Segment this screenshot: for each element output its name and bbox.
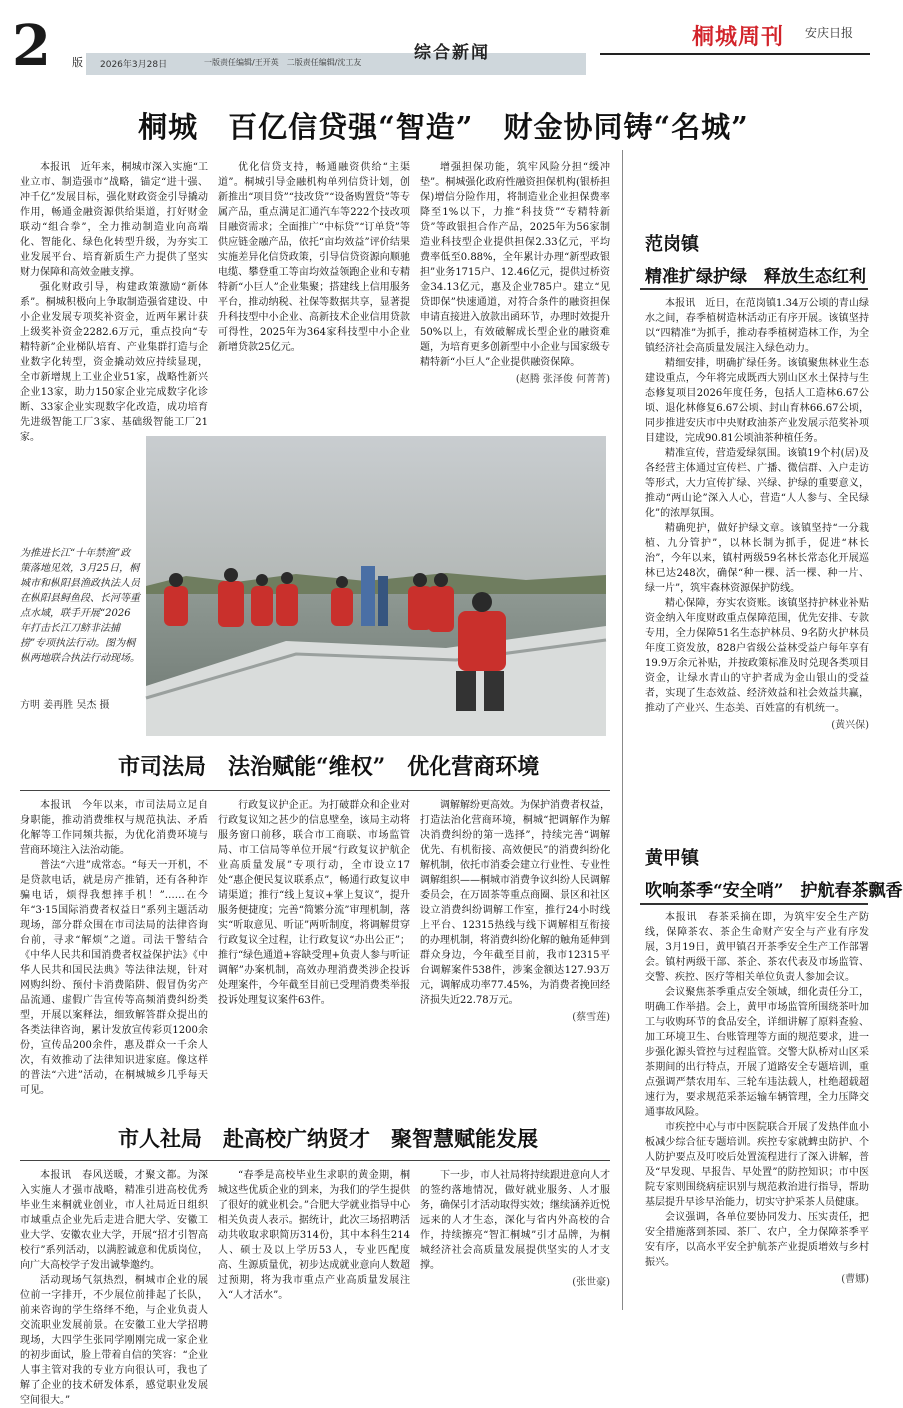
article2-column-3 (420, 798, 610, 1106)
header-rule (600, 53, 870, 55)
article3-byline: (张世豪) (572, 1277, 610, 1288)
article2-paragraph: 普法“六进”成常态。“每天一开机，不是贷款电话，就是房产推销，还有各种诈骗电话，烦得我想摔手机！”……在今年“3·15国际消费者权益日”系列主题活动现场，部分群众围在市司法局的法律咨询台前，寻求“解烦”之道。司法干警结合《中华人民共和国消费者权益保护法》《中华人民共和国民法典》等法律法规，针对网购纠纷、预付卡消费陷阱、假冒伪劣产品流通、虚假广告宣传等高频消费纠纷类型，开展以案释法，细致解答群众提出的各类法律咨询，累计发放宣传彩页1200余份，宣传品200余件，惠及群众一千余人次，有效推动了法律知识进家庭。像这样的普法“六进”活动，在桐城城乡几乎每天可见。 (20, 860, 208, 1096)
article2-headline: 市司法局 法治赋能“维权” 优化营商环境 (118, 754, 540, 780)
brand-logo: 桐城周刊 (692, 25, 785, 50)
sidebar1-paragraph: 精细安排，明确扩绿任务。该镇聚焦林业生态建设重点，今年将完成既西大别山区水土保持与生态修复项目2026年度任务，包括人工造林6.67公顷、退化林修复6.67公顷、封山育林66.67公顷，同步推进安庆市中央财政油茶产业发展示范奖补项目建设，完成90.81公顷油茶种植任务。 (645, 358, 869, 444)
article2-column-2 (218, 798, 410, 1106)
sidebar2-paragraph: 本报讯 春茶采摘在即，为筑牢安全生产防线，保障茶农、茶企生命财产安全与产业有序发展，3月19日，黄甲镇召开茶季安全生产工作部署会。镇村两级干部、茶企、茶农代表及市场监管、交警、疾控、医疗等相关单位负责人参加会议。 (645, 912, 869, 983)
sidebar1-place: 范岗镇 (645, 234, 699, 255)
article1-headline: 桐城 百亿信贷强“智造” 财金协同铸“名城” (138, 110, 749, 144)
article1-paragraph: 优化信贷支持，畅通融资供给“主渠道”。桐城引导金融机构单列信贷计划，创新推出“项目贷”“技改贷”“设备购置贷”等专属产品，重点满足汇通汽车等222个技改项目融资需求；全面推广“中标贷”“订单贷”等供应链金融产品，依托“亩均效益”评价结果实施差异化信贷政策，引导信贷资源向顺驰电缆、攀登重工等亩均效益领跑企业和专精特新“小巨人”企业集聚；搭建线上信用服务平台，推动纳税、社保等数据共享，显著提升科技型中小企业、高新技术企业信用贷款可得性，2025年为364家科技型中小企业新增贷款25亿元。 (218, 162, 410, 353)
sidebar2-paragraph: 会议聚焦茶季重点安全领域，细化责任分工，明确工作举措。会上，黄甲市场监管所围绕茶叶加工与收购环节的食品安全，详细讲解了原料查验、加工环境卫生、台账管理等方面的规范要求，进一步强化源头管控与过程监管。交警大队桥对山区采茶期间的出行特点，开展了道路安全专题培训，重点强调严禁农用车、三轮车违法载人，杜绝超载超速行为，要求规范采茶运输车辆管理，全力压降交通事故风险。 (645, 987, 869, 1118)
article2-column-1 (20, 798, 208, 1106)
sidebar-divider (622, 150, 623, 1310)
article2-paragraph: 行政复议护企正。为打破群众和企业对行政复议知之甚少的信息壁垒，该局主动将服务窗口前移，联合市工商联、市场监管局、市工信局等单位开展“行政复议护航企业高质量发展”专项行动，全市设立17处“惠企便民复议联系点”，畅通行政复议申请渠道；推行“线上复议+掌上复议”，提升服务便捷度；完善“简繁分流”审理机制，落实“听取意见、听证”两听制度，将调解贯穿行政复议全过程，让行政复议“办出公正”；推行“绿色通道+容缺受理+负责人参与听证调解”办案机制，高效办理消费类涉企投诉处理案件，今年截至目前已受理消费类举报投诉处理复议案件63件。 (218, 800, 410, 1006)
river-patrol-photo (146, 436, 606, 736)
sidebar1-paragraph: 本报讯 近日，在范岗镇1.34万公顷的青山绿水之间，春季植树造林活动正有序开展。该镇坚持以“四精准”为抓手，推动春季植树造林工作，为全镇经济社会高质量发展注入绿色动力。 (645, 298, 869, 354)
photo-credit: 方明 姜再胜 吴杰 摄 (20, 700, 110, 711)
sidebar1-paragraph: 精准宣传，营造爱绿氛围。该镇19个村(居)及各经营主体通过宣传栏、广播、微信群、入户走访等形式，大力宣传扩绿、兴绿、护绿的重要意义，推动“两山论”深入人心，营造“人人参与、全民绿化”的浓厚氛围。 (645, 448, 869, 519)
sidebar1-paragraph: 精确兜护，做好护绿文章。该镇坚持“一分栽植、九分管护”，以林长制为抓手，促进“林长治”，今年以来，镇村两级59名林长常态化开展巡林已达248次，确保“种一棵、活一棵、种一片、绿一片”，筑牢森林资源保护防线。 (645, 523, 869, 594)
sidebar1-paragraph: 精心保障，夯实农资账。该镇坚持护林业补贴资金纳入年度财政重点保障范围，优先安排、专款专用，全力保障51名生态护林员、9名防火护林员年度工资发放，828户省级公益林受益户每年享有19.9万余元补贴，并按政策标准及时兑现各类项目资金，让绿水青山的守护者成为金山银山的受益者，实现了生态效益、经济效益和社会效益共赢，推动了产业兴、生态美、百姓富的有机统一。 (645, 598, 869, 714)
article2-rule (20, 790, 610, 791)
sidebar2-byline: (曹娜) (841, 1274, 869, 1285)
sidebar2-paragraph: 会议强调，各单位要协同发力、压实责任，把安全措施落到茶园、茶厂、农户，全力保障茶季平安有序，以高水平安全护航茶产业提质增效与乡村振兴。 (645, 1212, 869, 1268)
article3-paragraph: “春季是高校毕业生求职的黄金期，桐城这些优质企业的到来，为我们的学生提供了很好的就业机会。”合肥大学就业指导中心相关负责人表示。据统计，此次三场招聘活动共收取求职简历314份，其中本科生214人、硕士及以上学历53人，专业匹配度高、生源质量优，初步达成就业意向人数超过预期，将为我市重点产业高质量发展注入“人才活水”。 (218, 1170, 410, 1301)
article1-column-3 (420, 160, 610, 432)
article1-paragraph: 本报讯 近年来，桐城市深入实施“工业立市、制造强市”战略，锚定“进十强、冲千亿”发展目标，强化财政资金引导撬动作用，畅通金融资源供给渠道，打好财金联动“组合拳”，全力推动制造业向高端化、智能化、绿色化转型升级，为夯实工业发展平台、培育新质生产力提供了坚实财力保障和高效金融支撑。 (20, 162, 208, 278)
page-number: 2 (12, 13, 51, 79)
sidebar2-body (645, 910, 869, 1310)
article1-column-2 (218, 160, 410, 432)
sidebar2-paragraph: 市疾控中心与市中医院联合开展了发热伴血小板减少综合征专题培训。疾控专家就蜱虫防护、个人防护要点及叮咬后处置流程进行了深入讲解，普及“早发现、早报告、早处置”的防控知识；市中医院专家则围绕病症识别与规范救治进行指导，帮助基层提升早诊早治能力，切实守护采茶人员健康。 (645, 1122, 869, 1208)
article2-byline: (蔡雪莲) (572, 1012, 610, 1023)
article3-column-2 (218, 1168, 410, 1318)
article2-paragraph: 本报讯 今年以来，市司法局立足自身职能，推动消费维权与规范执法、矛盾化解等工作同频共振，为优化消费环境与营商环境注入法治动能。 (20, 800, 208, 856)
article3-paragraph: 活动现场气氛热烈，桐城市企业的展位前一字排开，不少展位前排起了长队，前来咨询的学生络绎不绝，与企业负责人交流职业发展前景。在安徽工业大学招聘现场，大四学生张同学刚刚完成一家企业的初步面试，脸上带着自信的笑容：“企业人事主管对我的专业方向很认可，我也了解了企业的技术研发体系，感觉职业发展空间很大。” (20, 1275, 208, 1406)
news-photo (146, 436, 606, 736)
article2-paragraph: 调解解纷更高效。为保护消费者权益，打造法治化营商环境，桐城“把调解作为解决消费纠纷的第一选择”，持续完善“调解优先、有机衔接、高效便民”的消费纠纷化解机制，依托市消委会建立行业性、专业性调解组织——桐城市消费争议纠纷人民调解委员会，在万固茶等重点商圈、景区和社区设立消费纠纷调解工作室，推行24小时线上平台、12315热线与线下调解相互衔接的办理机制，将消费纠纷化解的触角延伸到群众身边，今年截至目前，我市12315平台调解案件538件，涉案金额达127.93万元，调解成功率77.45%，为消费者挽回经济损失近22.78万元。 (420, 800, 610, 1006)
sidebar2-title: 吹响茶季“安全哨” 护航春茶飘香 (645, 881, 903, 901)
photo-caption: 为推进长江“十年禁渔”政策落地见效，3月25日，桐城市和枞阳县渔政执法人员在枞阳县鲟鱼段、长河等重点水域，联手开展“2026年打击长江刀鲚非法捕捞”专项执法行动。图为桐枞两地联合执法行动现场。 (20, 548, 140, 664)
article3-column-3 (420, 1168, 610, 1318)
sidebar1-title: 精准扩绿护绿 释放生态红利 (645, 267, 866, 287)
sidebar2-place: 黄甲镇 (645, 848, 699, 869)
article3-column-1 (20, 1168, 208, 1406)
section-title: 综合新闻 (414, 43, 490, 63)
article3-paragraph: 本报讯 春风送暖，才聚文都。为深入实施人才强市战略，精准引进高校优秀毕业生来桐就业创业，市人社局近日组织市域重点企业先后走进合肥大学、安徽工业大学、安徽农业大学，开展“招才引智高校行”系列活动，以满腔诚意和优质岗位，向广大高校学子发出诚挚邀约。 (20, 1170, 208, 1271)
article3-rule (20, 1160, 610, 1161)
sidebar2-rule (640, 903, 868, 905)
page-unit-label: 版 (72, 56, 83, 69)
editors-line: 一版责任编辑/王开英 二版责任编辑/沈工友 (204, 58, 362, 67)
article1-paragraph: 强化财政引导，构建政策激励“新体系”。桐城积极向上争取制造强省建设、中小企业发展专项奖补资金，近两年累计获上级奖补资金2282.6万元，重点投向“专精特新”企业梯队培育、产业集群打造与企业数字化转型，资金撬动效应持续显现，全市新增规上工业企业51家，战略性新兴企业13家，助力150家企业完成数字化诊断、33家企业实现数字化改造，成功培育先进级智能工厂3家、基础级智能工厂21家。 (20, 282, 208, 443)
article1-column-1 (20, 160, 208, 443)
sidebar1-body (645, 296, 869, 788)
article3-paragraph: 下一步，市人社局将持续跟进意向人才的签约落地情况，做好就业服务、人才服务，确保引才活动取得实效；继续涵养近悦远来的人才生态，深化与省内外高校的合作，持续擦亮“智汇桐城”引才品牌，为桐城经济社会高质量发展提供坚实的人才支撑。 (420, 1170, 610, 1271)
article1-paragraph: 增强担保功能，筑牢风险分担“缓冲垫”。桐城强化政府性融资担保机构(银桥担保)增信分险作用，将制造业企业担保费率降至1%以下，力推“科技贷”“专精特新贷”等政银担合作产品，2025年为56家制造业科技型企业提供担保2.33亿元，平均费率低至0.88%，全年累计办理“新型政银担”业务1715户、12.46亿元，提供过桥资金34.13亿元，惠及企业785户。建立“见贷即保”快速通道，对符合条件的融资担保申请直接进入放款出函环节，办理时效提升50%以上，有效破解成长型企业的融资难题，为培育更多创新型中小企业与国家级专精特新“小巨人”企业提供融资保障。 (420, 162, 610, 368)
sidebar1-rule (640, 288, 868, 290)
article1-byline: (赵腾 张泽俊 何菁菁) (515, 374, 610, 385)
issue-date: 2026年3月28日 (100, 60, 168, 70)
brand-subtitle: 安庆日报 (805, 26, 854, 40)
article3-headline: 市人社局 赴高校广纳贤才 聚智慧赋能发展 (118, 1126, 538, 1151)
sidebar1-byline: (黄兴保) (831, 720, 869, 731)
